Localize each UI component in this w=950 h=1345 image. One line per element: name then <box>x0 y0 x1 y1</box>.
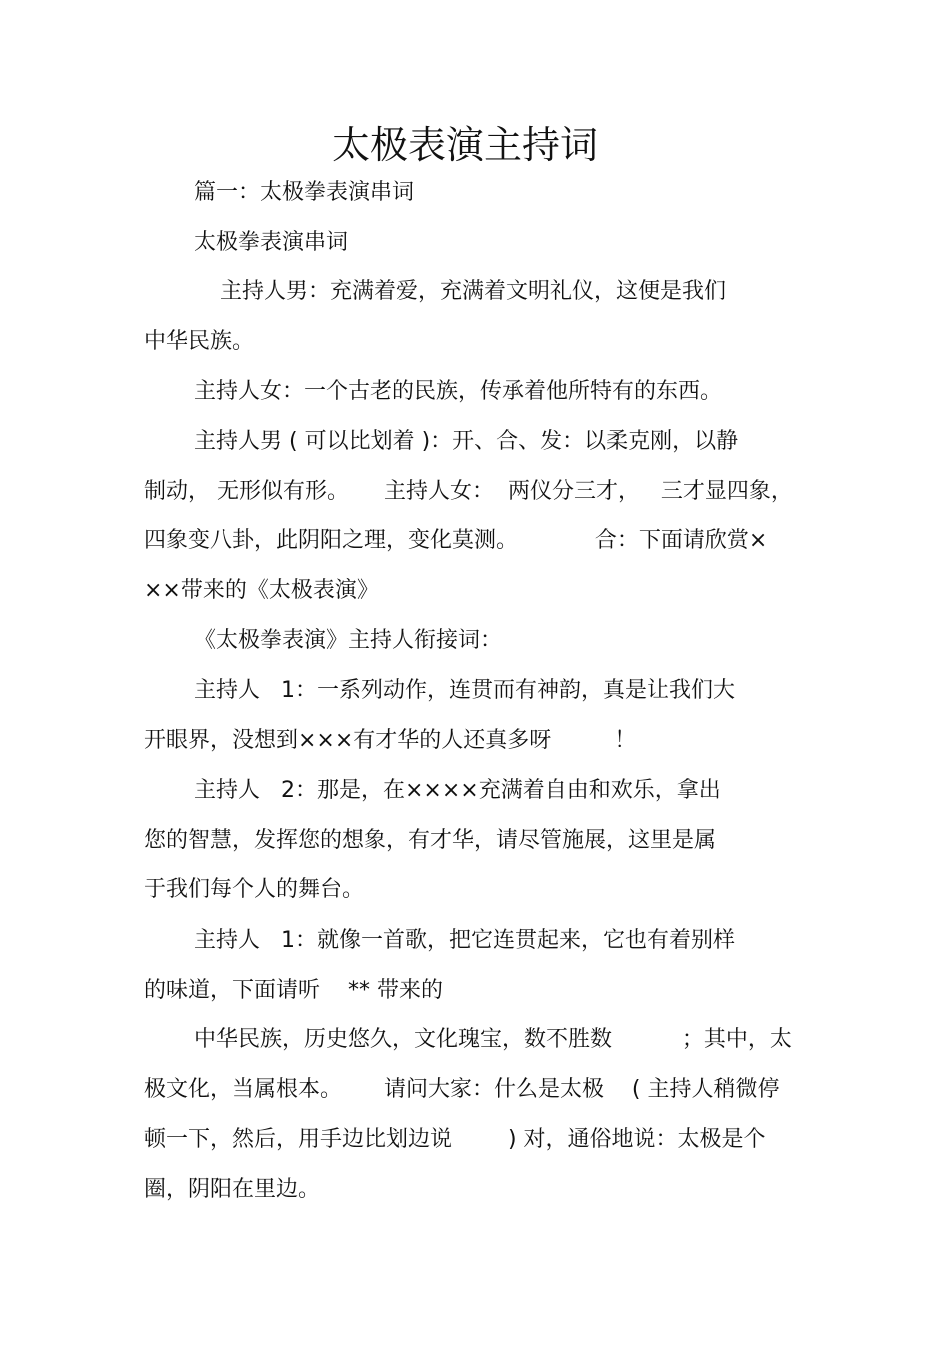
paragraph-line: 四象变八卦，此阴阳之理，变化莫测。 合：下面请欣赏× <box>144 528 768 553</box>
document-title: 太极表演主持词 <box>331 123 598 167</box>
paragraph-line: 主持人男 ( 可以比划着 )：开、合、发：以柔克刚，以静 <box>194 429 739 454</box>
paragraph-line: 的味道，下面请听 ** 带来的 <box>144 978 443 1003</box>
paragraph-line: 制动， 无形似有形。 主持人女： 两仪分三才， 三才显四象， <box>144 479 793 504</box>
paragraph-line: ××带来的《太极表演》 <box>144 578 379 603</box>
paragraph-line: 主持人男：充满着爱，充满着文明礼仪，这便是我们 <box>220 279 727 304</box>
paragraph-line: 极文化，当属根本。 请问大家：什么是太极 ( 主持人稍微停 <box>144 1077 780 1102</box>
paragraph-line: 中华民族，历史悠久，文化瑰宝，数不胜数 ；其中，太 <box>194 1027 792 1052</box>
paragraph-line: 主持人 1：就像一首歌，把它连贯起来，它也有着别样 <box>194 928 735 953</box>
paragraph-line: 于我们每个人的舞台。 <box>144 877 365 902</box>
paragraph-line: 篇一：太极拳表演串词 <box>194 180 415 205</box>
paragraph-line: 太极拳表演串词 <box>194 230 349 255</box>
paragraph-line: 主持人 2：那是，在××××充满着自由和欢乐，拿出 <box>194 778 721 803</box>
paragraph-line: 主持人 1：一系列动作，连贯而有神韵，真是让我们大 <box>194 678 735 703</box>
paragraph-line: 开眼界，没想到×××有才华的人还真多呀 ！ <box>144 728 637 753</box>
paragraph-line: 中华民族。 <box>144 329 255 354</box>
paragraph-line: 主持人女：一个古老的民族，传承着他所特有的东西。 <box>194 379 723 404</box>
paragraph-line: 《太极拳表演》主持人衔接词： <box>194 628 503 653</box>
paragraph-line: 您的智慧，发挥您的想象，有才华，请尽管施展，这里是属 <box>144 828 717 853</box>
paragraph-line: 顿一下，然后，用手边比划边说 ) 对，通俗地说：太极是个 <box>144 1127 766 1152</box>
paragraph-line: 圈，阴阳在里边。 <box>144 1177 321 1202</box>
